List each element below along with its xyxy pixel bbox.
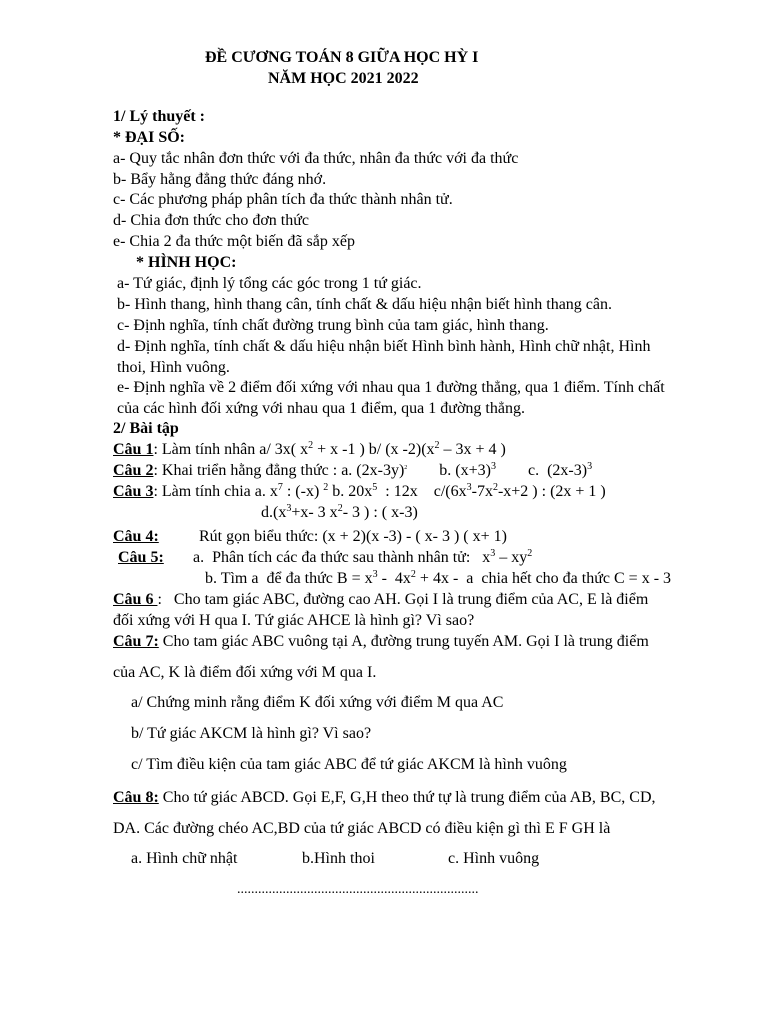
- question-4: [113, 527, 159, 547]
- question-label: Câu 1: [113, 441, 154, 458]
- algebra-item: e- Chia 2 đa thức một biến đã sắp xếp: [113, 233, 355, 250]
- algebra-item: a- Quy tắc nhân đơn thức với đa thức, nhân đa thức với đa thức: [113, 150, 519, 167]
- question-label: Câu 4:: [113, 528, 159, 545]
- algebra-item: c- Các phương pháp phân tích đa thức thành nhân tử.: [113, 191, 453, 208]
- question-label: Câu 2: [113, 462, 154, 479]
- geometry-item: b- Hình thang, hình thang cân, tính chất & dấu hiệu nhận biết hình thang cân.: [117, 296, 612, 313]
- exercises-heading: 2/ Bài tập: [113, 420, 179, 437]
- question-label: Câu 7:: [113, 633, 159, 650]
- geometry-item: thoi, Hình vuông.: [117, 359, 230, 376]
- theory-heading: 1/ Lý thuyết :: [113, 108, 205, 125]
- question-6: Câu 6 : Cho tam giác ABC, đường cao AH. Gọi I là trung điểm của AC, E là điểm: [113, 591, 649, 608]
- question-8-option-a: a. Hình chữ nhật: [131, 850, 238, 867]
- geometry-heading: * HÌNH HỌC:: [136, 254, 237, 271]
- question-8-option-b: b.Hình thoi: [302, 850, 375, 867]
- question-7-part-b: b/ Tứ giác AKCM là hình gì? Vì sao?: [131, 725, 372, 742]
- algebra-item: b- Bẩy hằng đẳng thức đáng nhớ.: [113, 171, 327, 188]
- geometry-item: của các hình đối xứng với nhau qua 1 điểm, qua 1 đường thẳng.: [117, 400, 525, 417]
- geometry-item: d- Định nghĩa, tính chất & dấu hiệu nhận biết Hình bình hành, Hình chữ nhật, Hình: [117, 338, 651, 355]
- question-6-line-2: đối xứng với H qua I. Tứ giác AHCE là hình gì? Vì sao?: [113, 612, 475, 629]
- question-5: [118, 548, 164, 568]
- question-8-line-2: DA. Các đường chéo AC,BD của tứ giác ABCD có điều kiện gì thì E F GH là: [113, 820, 611, 837]
- question-5-part-b: b. Tìm a để đa thức $B = x^3 - 4x^2 + 4x - a$ chia hết cho đa thức C = x - 3: [205, 569, 672, 587]
- question-5-part-a: a. Phân tích các đa thức sau thành nhân tử: $x^3 - xy^2$: [193, 548, 533, 566]
- question-8: Câu 8: Cho tứ giác ABCD. Gọi E,F, G,H theo thứ tự là trung điểm của AB, BC, CD,: [113, 789, 656, 806]
- document-title: ĐỀ CƯƠNG TOÁN 8 GIỮA HỌC HỲ I: [205, 49, 479, 66]
- ending-dots: .....................................................................: [237, 882, 479, 897]
- question-7: Câu 7: Cho tam giác ABC vuông tại A, đường trung tuyến AM. Gọi I là trung điểm: [113, 633, 649, 650]
- school-year: NĂM HỌC 2021 2022: [268, 70, 419, 87]
- algebra-heading: * ĐẠI SỐ:: [113, 129, 186, 146]
- question-label: Câu 3: [113, 483, 154, 500]
- question-3-part-d: $d.(x^3+x-$ 3 $x^2-$ 3 ) : ( x-3): [261, 503, 418, 521]
- geometry-item: a- Tứ giác, định lý tổng các góc trong 1 tứ giác.: [117, 275, 422, 292]
- question-label: Câu 5:: [118, 549, 164, 566]
- question-label: Câu 6: [113, 591, 158, 608]
- question-2: Câu 2: Khai triển hằng đẳng thức : a. $(2x-3y)^2$ b. $(x+3)^3$ c. $(2x-3)^3$: [113, 461, 593, 479]
- geometry-item: c- Định nghĩa, tính chất đường trung bình của tam giác, hình thang.: [117, 317, 549, 334]
- question-7-part-a: a/ Chứng minh rằng điểm K đối xứng với điểm M qua AC: [131, 694, 504, 711]
- question-8-option-c: c. Hình vuông: [448, 850, 540, 867]
- question-3: Câu 3: Làm tính chia a. $x^7$ : (-x) $^2$ b. $20x^5$ : 12x $c/(6x^3-7x^2-x+2$ ) : (2x + 1 ): [113, 482, 606, 500]
- question-1: Câu 1: Làm tính nhân a/ 3x( $x^2 + x$ -1 ) b/ (x $-2)(x^2 - 3x + 4$ ): [113, 440, 506, 458]
- question-label: Câu 8:: [113, 789, 159, 806]
- question-7-part-c: c/ Tìm điều kiện của tam giác ABC để tứ giác AKCM là hình vuông: [131, 756, 567, 773]
- geometry-item: e- Định nghĩa về 2 điểm đối xứng với nhau qua 1 đường thẳng, qua 1 điểm. Tính chất: [117, 379, 665, 396]
- question-7-line-2: của AC, K là điểm đối xứng với M qua I.: [113, 664, 377, 681]
- question-4-text: Rút gọn biểu thức: (x + 2)(x -3) - ( x- 3 ) ( x+ 1): [199, 528, 507, 545]
- algebra-item: d- Chia đơn thức cho đơn thức: [113, 212, 310, 229]
